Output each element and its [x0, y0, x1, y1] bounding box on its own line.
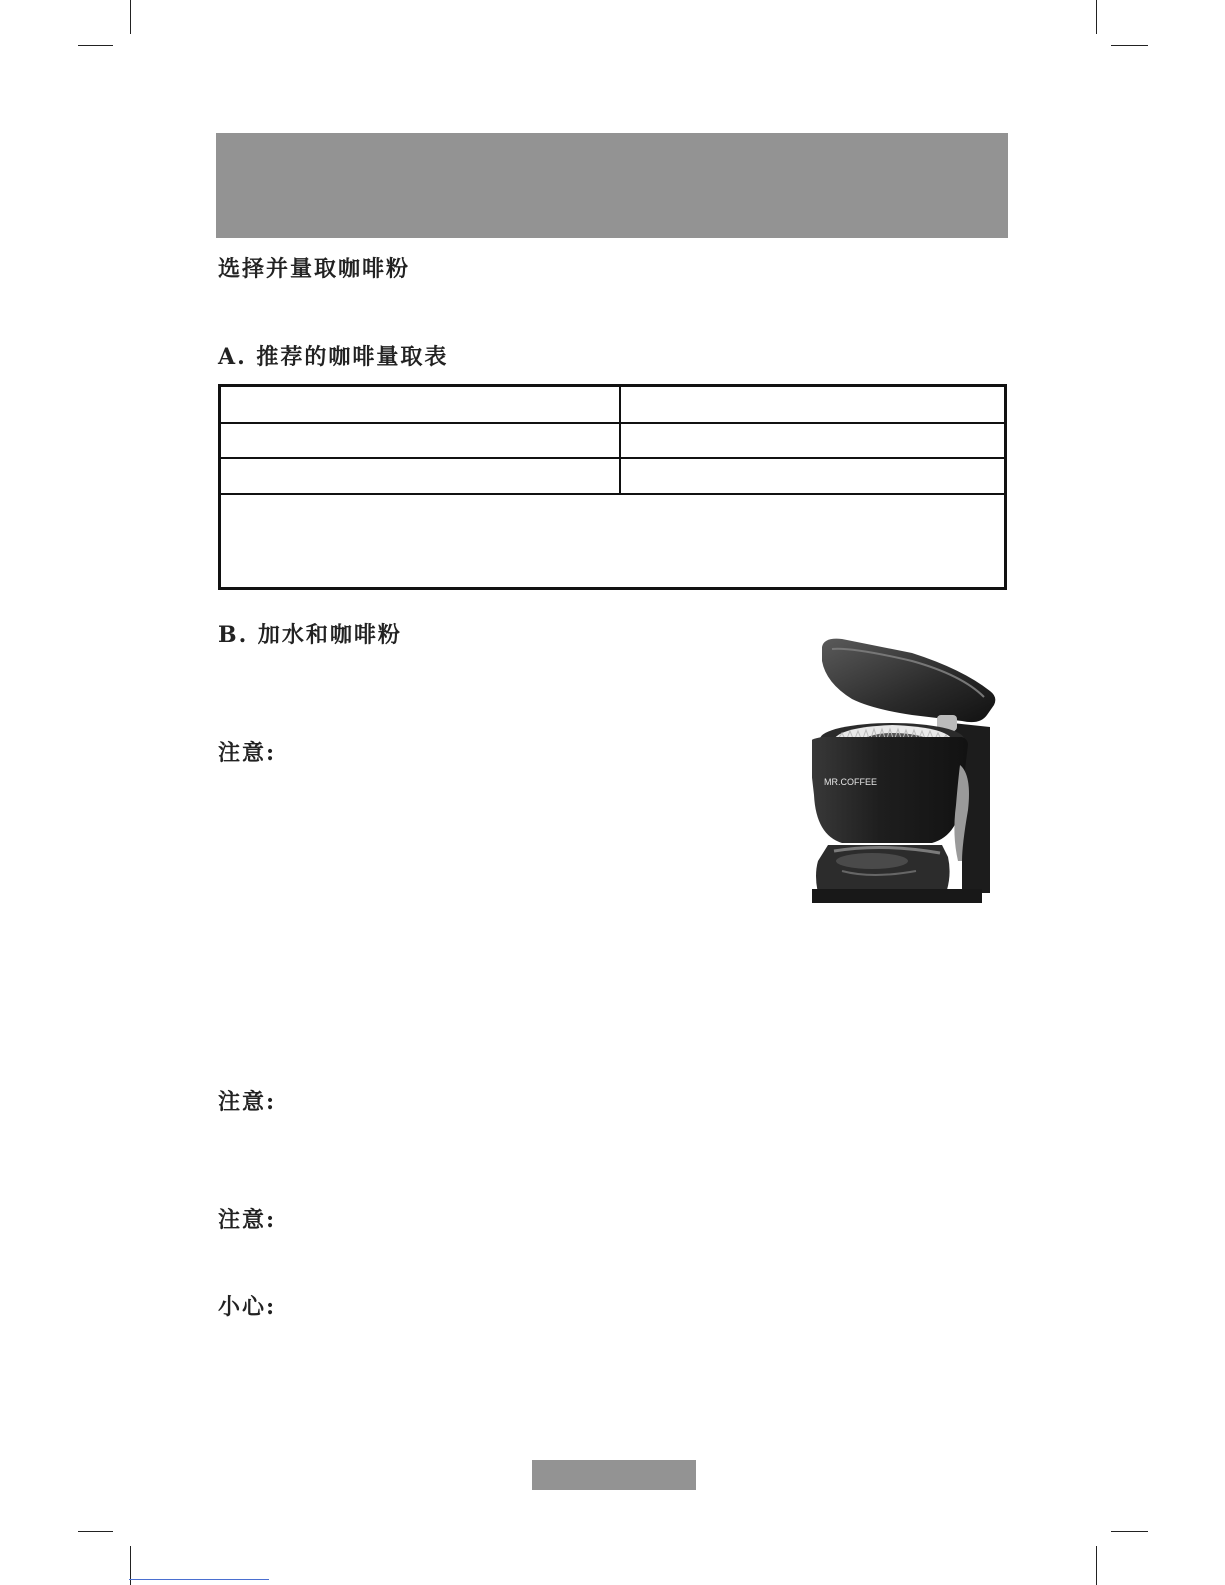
note-label: 注意:	[218, 740, 277, 766]
brand-logo-text: MR.COFFEE	[824, 777, 877, 787]
table-row-divider	[221, 422, 1004, 424]
subsection-a-title: A. 推荐的咖啡量取表	[218, 344, 449, 370]
note-label: 注意:	[218, 1207, 277, 1233]
caution-label: 小心:	[218, 1294, 277, 1320]
footer-page-bar	[532, 1460, 696, 1490]
table-row-divider	[221, 493, 1004, 495]
crop-mark-bottom-right-v	[1096, 1546, 1097, 1585]
note-label: 注意:	[218, 1089, 277, 1115]
table-column-divider	[619, 387, 621, 493]
bottom-link-underline	[129, 1579, 269, 1580]
subsection-b-title: B. 加水和咖啡粉	[218, 622, 402, 648]
crop-mark-top-left-h	[78, 45, 113, 46]
crop-mark-top-right-v	[1096, 0, 1097, 34]
coffee-measurement-table	[218, 384, 1007, 590]
table-row-divider	[221, 457, 1004, 459]
crop-mark-top-left-v	[130, 0, 131, 34]
section-title: 选择并量取咖啡粉	[218, 256, 411, 282]
crop-mark-bottom-right-h	[1111, 1531, 1148, 1532]
crop-mark-top-right-h	[1111, 45, 1148, 46]
coffee-maker-photo	[812, 635, 1012, 903]
header-band	[216, 133, 1008, 238]
crop-mark-bottom-left-h	[78, 1531, 113, 1532]
